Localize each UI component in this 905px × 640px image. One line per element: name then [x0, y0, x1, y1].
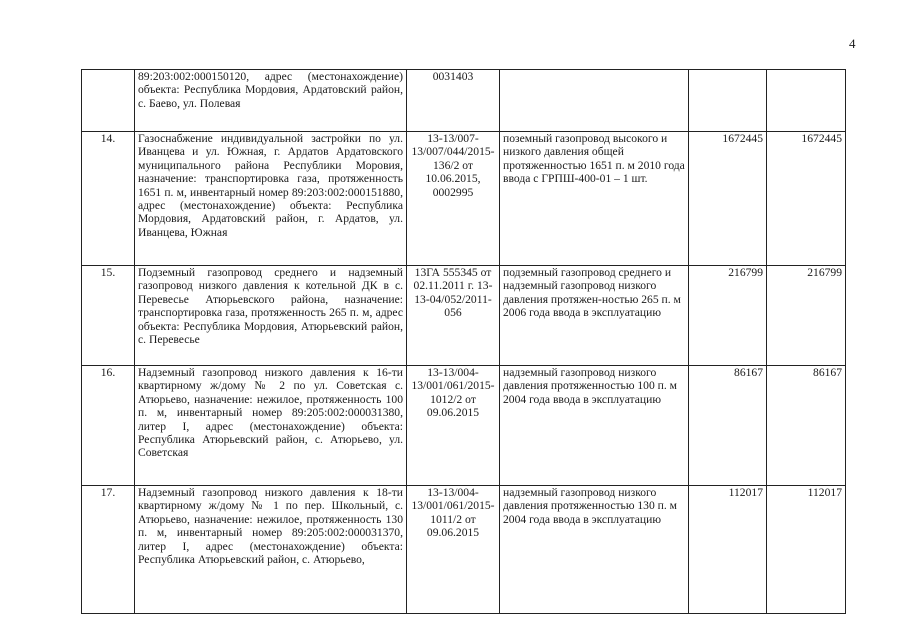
object-description: Подземный газопровод среднего и надземный газопровод низкого давления к котельной ДК в с. Перевесье Атюрьевского района, назначение: транспортировка газа, протяженность 265 п. м, адрес объекта: Республика Мордовия, Атюрьевский район, с. Перевесье [135, 266, 407, 366]
technical-characteristics: надземный газопровод низкого давления протяженностью 130 п. м 2004 года ввода в эксплуатацию [500, 486, 689, 614]
table-row [82, 266, 846, 366]
row-number: 15. [82, 266, 135, 366]
row-number: 14. [82, 132, 135, 266]
row-number: 16. [82, 366, 135, 486]
object-description: Надземный газопровод низкого давления к 16-ти квартирному ж/дому № 2 по ул. Советская с. Атюрьево, назначение: нежилое, протяженность 100 п. м, инвентарный номер 89:205:002:000031380, литер I, адрес (местонахождение) объекта: Республика Атюрьевский район, с. Атюрьево, ул. Советская [135, 366, 407, 486]
table-row [82, 366, 846, 486]
object-description: Надземный газопровод низкого давления к 18-ти квартирному ж/дому № 1 по пер. Школьный, с. Атюрьево, назначение: нежилое, протяженность 130 п. м, инвентарный номер 89:205:002:000031370, литер I, адрес (местонахождение) объекта: Республика Атюрьевский район, с. Атюрьево, [135, 486, 407, 614]
table-row [82, 486, 846, 614]
residual-value: 112017 [767, 486, 846, 614]
registration-info: 13-13/004-13/001/061/2015-1012/2 от 09.06.2015 [407, 366, 500, 486]
book-value: 216799 [689, 266, 767, 366]
book-value [689, 70, 767, 132]
book-value: 112017 [689, 486, 767, 614]
technical-characteristics: надземный газопровод низкого давления протяженностью 100 п. м 2004 года ввода в эксплуатацию [500, 366, 689, 486]
residual-value [767, 70, 846, 132]
registration-info: 13-13/007-13/007/044/2015-136/2 от 10.06.2015, 0002995 [407, 132, 500, 266]
row-number: 17. [82, 486, 135, 614]
property-table [81, 69, 846, 614]
table-row [82, 132, 846, 266]
row-number [82, 70, 135, 132]
residual-value: 86167 [767, 366, 846, 486]
registration-info: 13ГА 555345 от 02.11.2011 г. 13-13-04/052/2011-056 [407, 266, 500, 366]
object-description: Газоснабжение индивидуальной застройки по ул. Иванцева и ул. Южная, г. Ардатов Ардатовского муниципального района Республики Моровия, назначение: транспортировка газа, протяженность 1651 п. м, инвентарный номер 89:203:002:000151880, адрес (местонахождение) объекта: Республика Мордовия, Ардатовский район, г. Ардатов, ул. Иванцева, Южная [135, 132, 407, 266]
technical-characteristics: подземный газопровод среднего и надземный газопровод низкого давления протяжен-ностью 265 п. м 2006 года ввода в эксплуатацию [500, 266, 689, 366]
page-number: 4 [849, 36, 856, 51]
book-value: 86167 [689, 366, 767, 486]
book-value: 1672445 [689, 132, 767, 266]
technical-characteristics [500, 70, 689, 132]
residual-value: 216799 [767, 266, 846, 366]
registration-info: 0031403 [407, 70, 500, 132]
registration-info: 13-13/004-13/001/061/2015-1011/2 от 09.06.2015 [407, 486, 500, 614]
object-description: 89:203:002:000150120, адрес (местонахождение) объекта: Республика Мордовия, Ардатовский район, с. Баево, ул. Полевая [135, 70, 407, 132]
residual-value: 1672445 [767, 132, 846, 266]
table-row [82, 70, 846, 132]
technical-characteristics: поземный газопровод высокого и низкого давления общей протяженностью 1651 п. м 2010 года ввода с ГРПШ-400-01 – 1 шт. [500, 132, 689, 266]
